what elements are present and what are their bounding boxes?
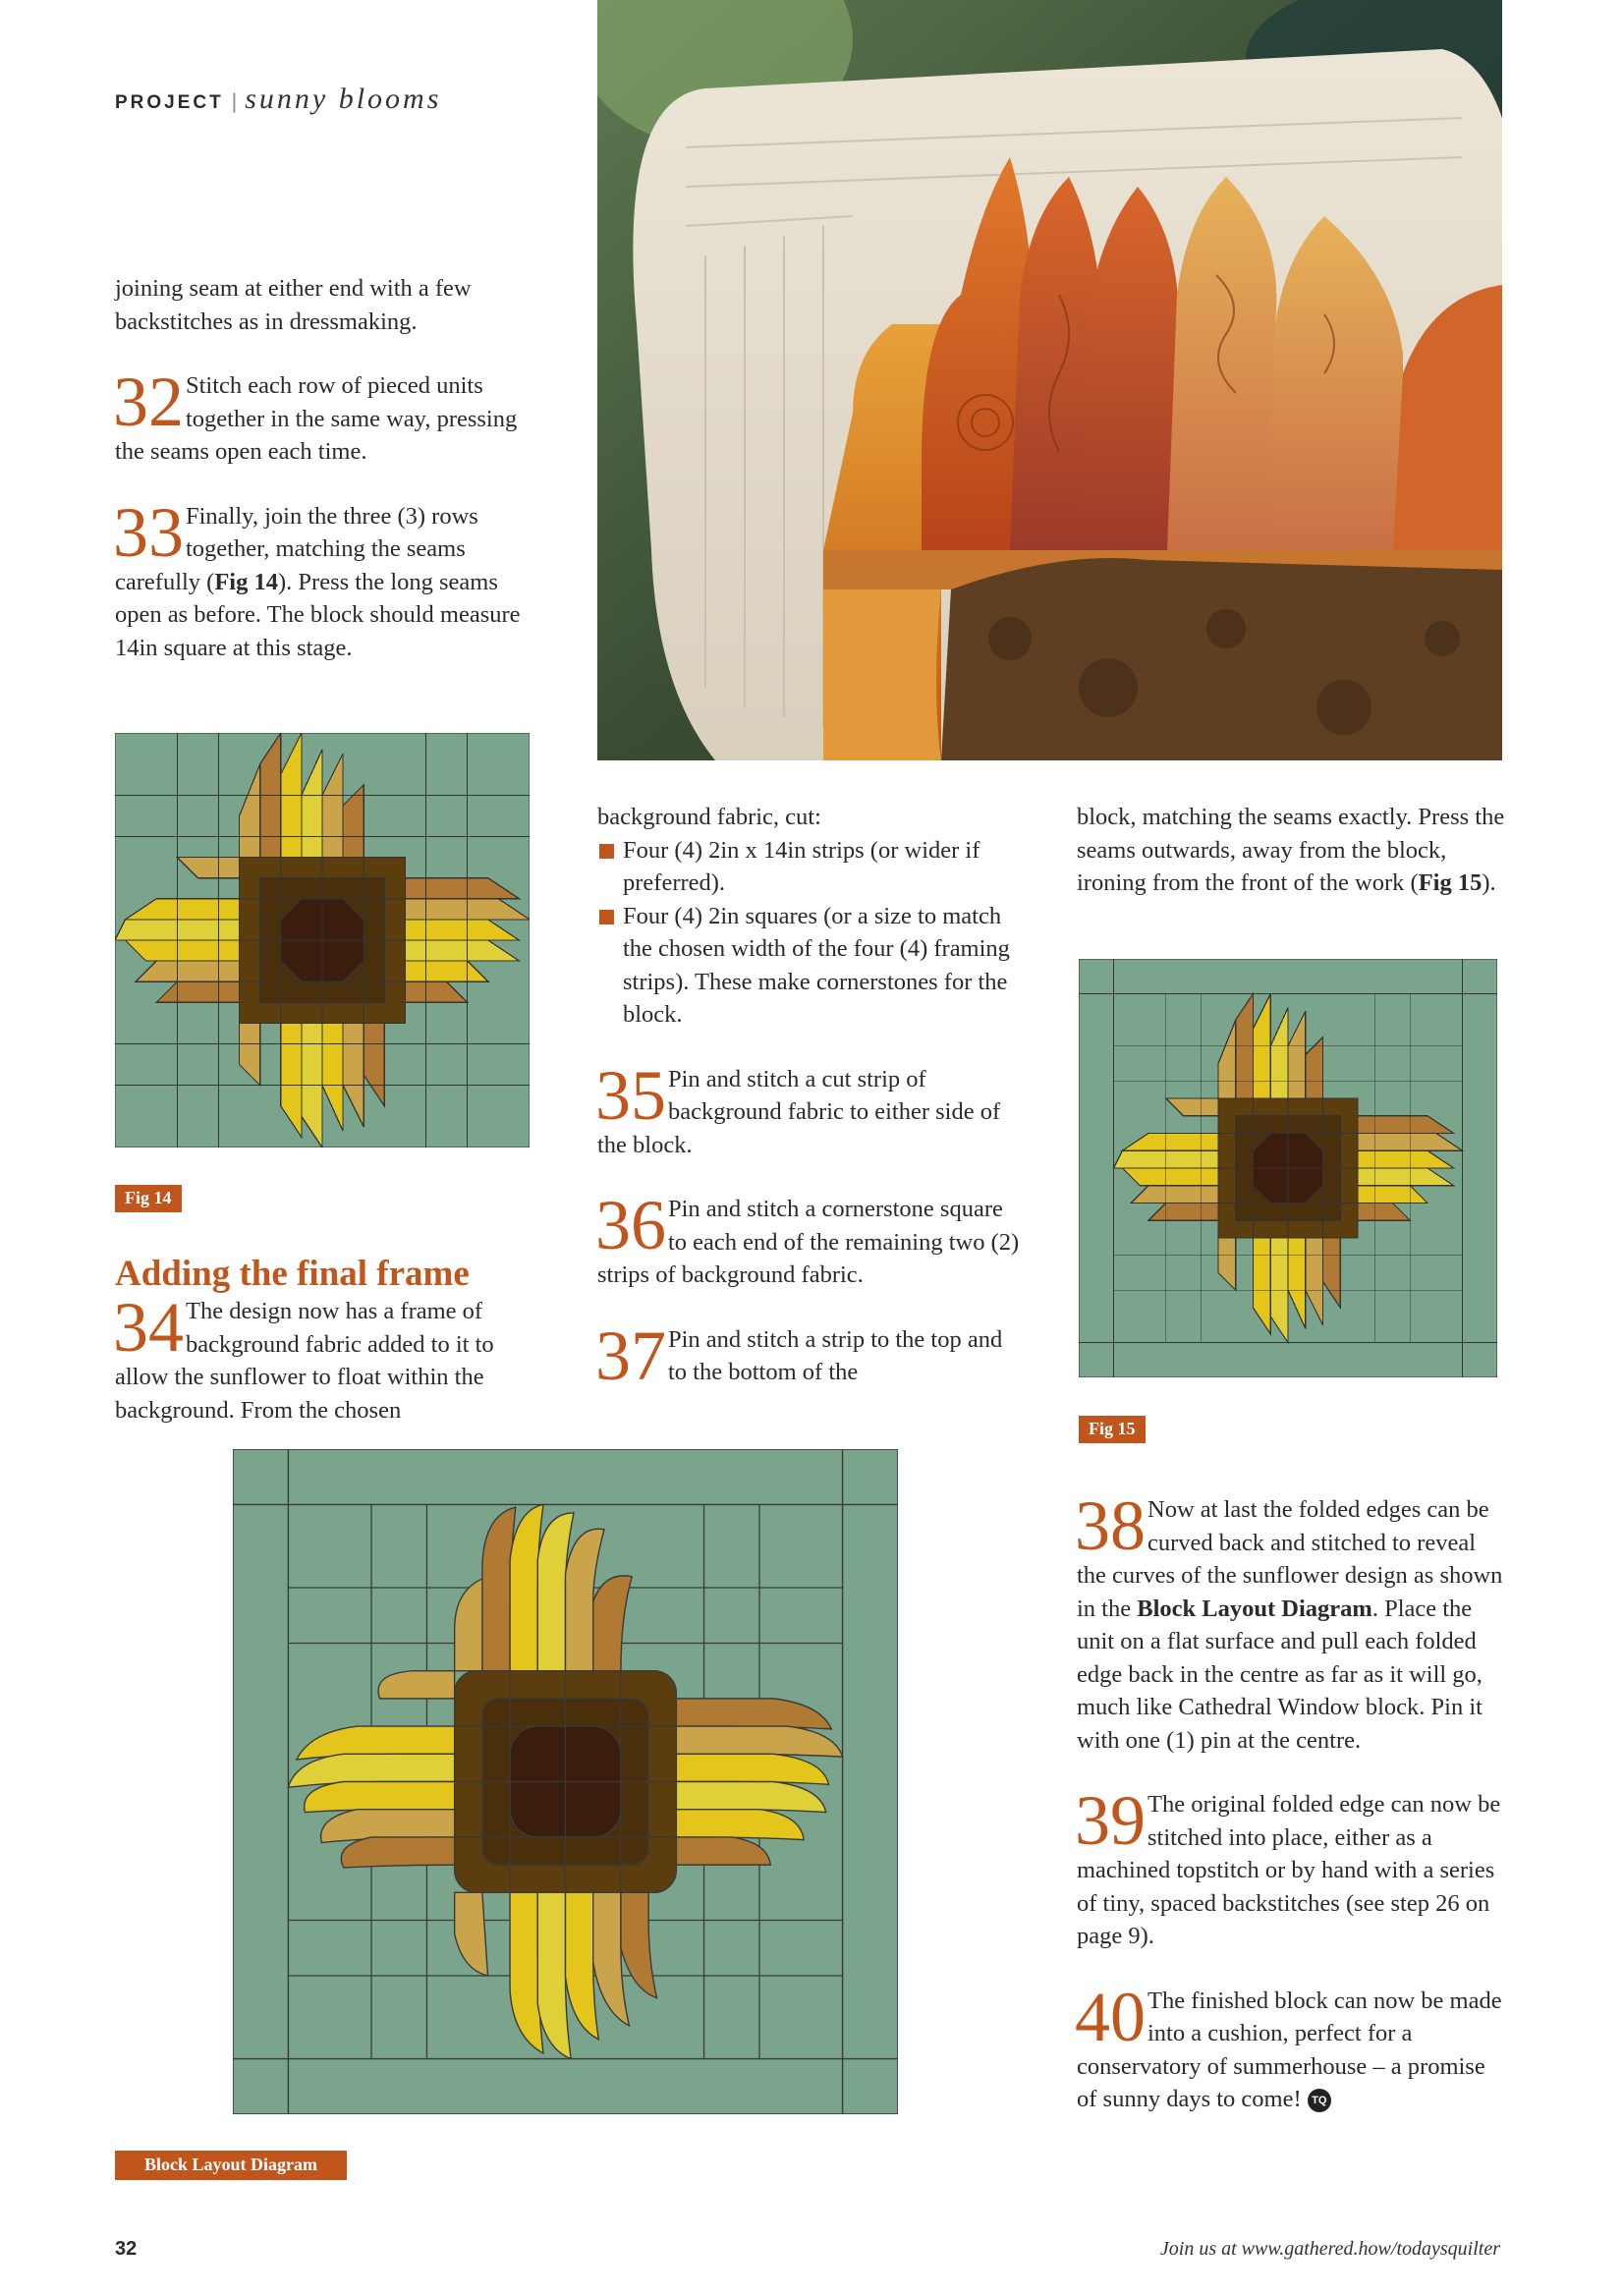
fig-14-diagram <box>115 733 530 1148</box>
step-37 <box>595 1316 1020 1395</box>
step-text: The original folded edge can now be stitched into place, either as a machined topstitch or by hand with a series of tiny, spaced backstitches (see step 26 on page 9). <box>1077 1791 1501 1949</box>
block-layout-diagram <box>233 1449 898 2114</box>
step-text: Stitch each row of pieced units together in the same way, pressing the seams open each time. <box>115 372 518 465</box>
fig-15-label: Fig 15 <box>1079 1416 1146 1443</box>
step-number: 38 <box>1075 1486 1146 1565</box>
step-text-part: The finished block can now be made into a cushion, perfect for a conservatory of summerhouse – a promise of sunny days to come! <box>1077 1987 1502 2112</box>
block-layout-svg <box>233 1449 898 2114</box>
column-2 <box>595 801 1020 1395</box>
running-header <box>115 83 441 116</box>
step-number: 35 <box>595 1055 666 1135</box>
column-3-steps <box>1075 1486 1509 2116</box>
header-separator: | <box>231 90 238 113</box>
step-text-part: Finally, join the three (3) rows together, matching the seams carefully ( <box>115 502 478 595</box>
step-39 <box>1075 1781 1509 1953</box>
project-title: sunny blooms <box>245 83 442 115</box>
fig-reference: Fig 14 <box>214 568 278 595</box>
step-number: 36 <box>595 1186 666 1264</box>
fig-14-svg <box>115 733 530 1148</box>
step-text: Pin and stitch a cornerstone square to each end of the remaining two (2) strips of background fabric. <box>597 1196 1020 1288</box>
fig-14-label: Fig 14 <box>115 1185 182 1212</box>
step-text-part: Now at last the folded edges can be curved back and stitched to reveal the curves of the sunflower design as shown in the <box>1077 1496 1503 1622</box>
step-35 <box>595 1055 1020 1162</box>
step-text: Pin and stitch a strip to the top and to the bottom of the <box>668 1325 1003 1385</box>
end-mark-icon: TQ <box>1308 2089 1331 2112</box>
step-number: 40 <box>1075 1977 1146 2056</box>
intro-text: ). <box>1482 869 1496 896</box>
cushion-photo-illustration <box>597 0 1502 760</box>
step-number: 37 <box>595 1316 666 1395</box>
fig-15-svg <box>1079 959 1497 1377</box>
step-40 <box>1075 1977 1509 2116</box>
step-text: Pin and stitch a cut strip of background fabric to either side of the block. <box>597 1065 1001 1158</box>
step-34 <box>113 1288 543 1427</box>
step-number: 34 <box>113 1288 184 1367</box>
step-36 <box>595 1186 1020 1292</box>
list-item: Four (4) 2in squares (or a size to match the chosen width of the four (4) framing strips). These make cornerstones for the block. <box>597 900 1020 1032</box>
section-heading: Adding the final frame <box>115 1254 470 1294</box>
step-number: 39 <box>1075 1781 1146 1860</box>
footer-link[interactable]: Join us at www.gathered.how/todaysquilter <box>1159 2238 1500 2260</box>
diagram-reference: Block Layout Diagram <box>1137 1595 1372 1622</box>
fig-reference: Fig 15 <box>1418 869 1483 896</box>
intro-paragraph <box>1077 801 1509 900</box>
section-label: PROJECT <box>115 92 224 113</box>
step-text: The design now has a frame of background fabric added to it to allow the sunflower to float within the background. From the chosen <box>115 1298 494 1424</box>
step-text-part: . Place the unit on a flat surface and pull each folded edge back in the centre as far as it will go, much like Cathedral Window block. Pin it with one (1) pin at the centre. <box>1077 1595 1483 1754</box>
cushion-photo <box>597 0 1502 760</box>
fig-15-diagram <box>1079 959 1497 1377</box>
column-1 <box>115 272 543 664</box>
cutting-list <box>597 834 1020 1032</box>
intro-paragraph: background fabric, cut: <box>597 804 821 830</box>
block-layout-label: Block Layout Diagram <box>115 2151 347 2180</box>
list-item: Four (4) 2in x 14in strips (or wider if preferred). <box>597 834 1020 900</box>
step-number: 33 <box>113 492 184 572</box>
intro-text: block, matching the seams exactly. Press the seams outwards, away from the block, ironing from the front of the work ( <box>1077 804 1505 896</box>
step-text-part: ). Press the long seams open as before. The block should measure 14in square at this stage. <box>115 568 521 661</box>
column-3-top <box>1077 801 1509 900</box>
intro-paragraph: joining seam at either end with a few backstitches as in dressmaking. <box>115 275 472 335</box>
step-number: 32 <box>113 363 184 441</box>
step-38 <box>1075 1486 1509 1757</box>
step-33 <box>113 492 543 665</box>
step-32 <box>113 363 543 469</box>
page-number: 32 <box>115 2238 138 2260</box>
